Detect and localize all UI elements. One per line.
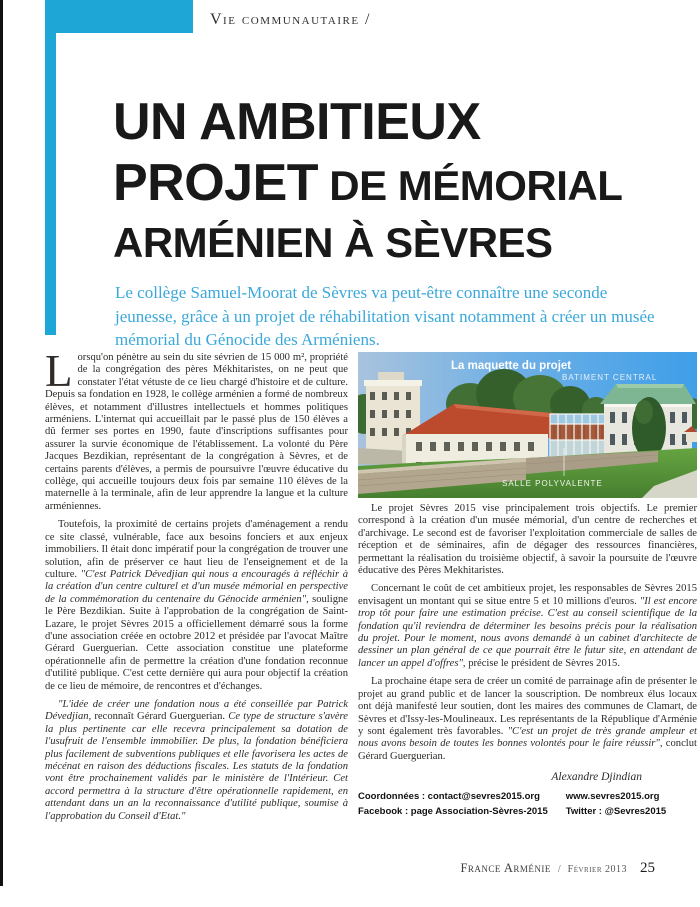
- maquette-illustration: [358, 352, 697, 498]
- magazine-name: France Arménie: [460, 861, 551, 875]
- article-paragraph: [45, 699, 348, 823]
- article-paragraph: [358, 676, 697, 763]
- page-edge-line: [0, 0, 3, 886]
- article-paragraph: [358, 583, 697, 670]
- quote-text: "C'est un projet de très grande ampleur et nous avons besoin de toutes les bonnes volontés pour le faire réussir": [358, 725, 697, 750]
- accent-corner-vertical: [45, 0, 56, 335]
- body-text: , souligne le Père Bezdikian. Suite à l'approbation de la congrégation de Saint-Lazare, le projet Sèvres 2015 a officiellement démarré sous la forme d'une association créée en octobre 2012 et présidée par l'avocat Maître Gérard Guerguerian. Cette association constitue une plateforme opérationnelle afin de permettre la création d'une fondation reconnue d'utilité publique. C'est cette dernière qui aura pour objectif la création de ce lieu de mémoire, de rencontres et d'échanges.: [45, 593, 348, 692]
- image-caption: La maquette du projet: [451, 360, 572, 372]
- footer-separator: /: [557, 864, 561, 875]
- quote-text: "C'est Patrick Dévedjian qui nous a encouragés à réfléchir à la création d'un centre culturel et d'un musée mémorial en perspective de la commémoration du centenaire du Génocide arménien": [45, 568, 348, 605]
- article-column-left: [45, 346, 348, 823]
- body-text: Le projet Sèvres 2015 vise principalement trois objectifs. Le premier correspond à la création d'un musée mémorial, d'un centre de recherches et d'archivage. Le second est de favoriser l'exploitation commerciale de salles de réception et de séminaires, afin de dégager des ressources financières, permettant la réalisation du troisième objectif, à savoir la poursuite de l'œuvre éducative des Pères Mekhitaristes.: [358, 503, 697, 577]
- project-model-image: [358, 352, 697, 498]
- right-paragraphs: [358, 503, 697, 763]
- body-text: reconnaît Gérard Guerguerian.: [94, 711, 229, 723]
- body-text: La prochaine étape sera de créer un comité de parrainage afin de présenter le projet au grand public et de lancer la souscription. De nombreux élus locaux ont déjà manifesté leur soutien, dont les maires des communes de Clamart, de Sèvres et d'Issy-les-Moulineaux. Les représentants de la République d'Arménie y sont également très favorables.: [358, 676, 697, 737]
- issue-date: Février 2013: [567, 864, 627, 875]
- article-paragraph: [45, 519, 348, 693]
- drop-cap: L: [45, 346, 73, 396]
- page-footer: [460, 859, 655, 877]
- article-paragraph: [45, 346, 348, 513]
- contact-block: [358, 789, 697, 819]
- standfirst: Le collège Samuel-Moorat de Sèvres va peut-être connaître une seconde jeunesse, grâce à un projet de réhabilitation visant notamment à créer un musée mémorial du Génocide des Arméniens.: [115, 283, 655, 349]
- contact-twitter: Twitter : @Sevres2015: [565, 806, 667, 818]
- article-headline: [113, 92, 622, 269]
- quote-text: "Il est encore trop tôt pour faire une estimation précise. C'est au conseil scientifique de la fondation qu'il reviendra de déterminer les besoins précis pour la réalisation du projet. Pour le moment, nous avons demandé à un cabinet d'architecte de dessiner un plan général de ce que pourrait être le futur site, en attendant de lancer un appel d'offres": [358, 595, 697, 669]
- byline: Alexandre Djindian: [551, 771, 642, 784]
- headline-line-1: UN AMBITIEUX: [113, 93, 481, 151]
- contact-website: www.sevres2015.org: [565, 791, 660, 803]
- section-label: Vie communautaire /: [210, 11, 372, 28]
- body-text: , précise le président de Sèvres 2015.: [462, 657, 620, 669]
- body-text: Toutefois, la proximité de certains projets d'aménagement a rendu ce site classé, vulnérable, face aux besoins fonciers et aux enjeux immobiliers. Il était donc impératif pour la congrégation de trouver une solution, afin de préserver ce haut lieu de l'enseignement et de la culture.: [45, 519, 348, 580]
- quote-text: "L'idée de créer une fondation nous a été conseillée par Patrick Dévedjian,: [45, 698, 348, 723]
- article-column-right: [358, 503, 697, 819]
- page-number: 25: [640, 860, 655, 876]
- headline-line-2: [113, 152, 622, 217]
- headline-line-2-big: PROJET: [113, 154, 319, 212]
- headline-line-3: ARMÉNIEN À SÈVRES: [113, 219, 553, 266]
- body-text: Concernant le coût de cet ambitieux projet, les responsables de Sèvres 2015 envisagent un montant qui se situe entre 5 et 10 millions d'euros.: [358, 583, 697, 607]
- accent-corner-horizontal: [45, 0, 193, 33]
- article-paragraph: [358, 503, 697, 577]
- contact-coordinates: Coordonnées : contact@sevres2015.org: [358, 791, 540, 803]
- hall-label: SALLE POLYVALENTE: [502, 479, 603, 488]
- central-building-label: BATIMENT CENTRAL: [562, 373, 658, 382]
- contact-facebook: Facebook : page Association-Sèvres-2015: [358, 806, 548, 818]
- headline-line-2-small: DE MÉMORIAL: [318, 162, 623, 209]
- quote-text: Ce type de structure s'avère la plus pertinente car elle recevra principalement sa dotation de l'usufruit de l'ensemble immobilier. De plus, la fondation bénéficiera plus facilement de subventions publiques et elle favorisera les actes de mécénat en raison des déductions fiscales. Les statuts de la fondation vont être prochainement validés par le ministère de l'Intérieur. Cet accord permettra à la structure d'être opérationnelle rapidement, en attendant dans un an la reconnaissance d'utilité publique, soumise à l'approbation du Conseil d'Etat.": [45, 711, 348, 822]
- body-text: orsqu'on pénètre au sein du site sévrien de 15 000 m², propriété de la congrégation des pères Mékhitaristes, on ne peut que constater l'état vétuste de ce lieu chargé d'histoire et de culture. Depuis sa fondation en 1928, le collège arménien a formé de nombreux élèves, et notamment d'illustres intellectuels et hommes politiques arméniens. L'internat qui accueillait par le passé plus de 150 élèves a dû fermer ses portes en 1990, faute d'inscriptions suffisantes pour assurer la survie économique de l'établissement. La volonté du Père Jacques Bezdikian, représentant de la congrégation à Sèvres, et de certains parents d'élèves, a permis de poursuivre l'œuvre éducative du collège, qui accueille toujours deux fois par semaine 110 élèves de la maternelle à la terminale, afin de leur apprendre la langue et la culture arméniennes.: [45, 352, 348, 512]
- body-text: , conclut Gérard Guerguerian.: [358, 738, 697, 762]
